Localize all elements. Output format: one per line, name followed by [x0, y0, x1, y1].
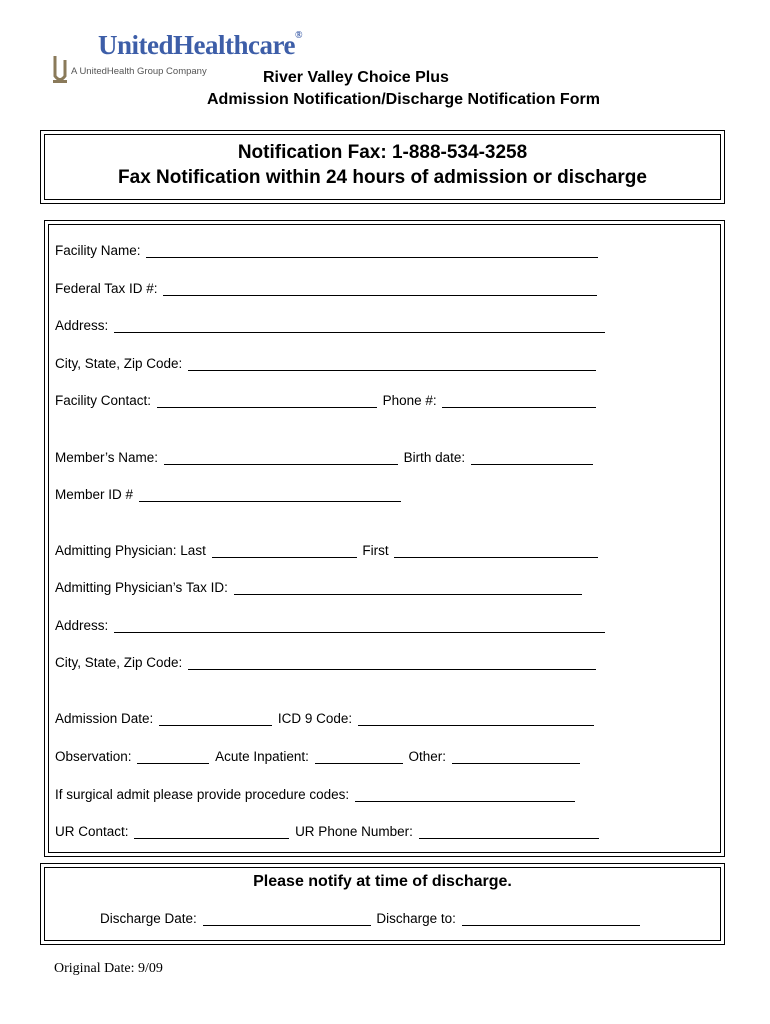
procedure-codes-label: If surgical admit please provide procedure codes: [55, 787, 350, 802]
other-label: Other: [408, 749, 446, 764]
facility-contact-label: Facility Contact: [55, 393, 152, 408]
address-field[interactable] [114, 318, 605, 333]
physician-tax-id-label: Admitting Physician’s Tax ID: [55, 580, 228, 595]
logo-tagline: A UnitedHealth Group Company [71, 66, 207, 77]
acute-inpatient-field[interactable] [315, 749, 403, 764]
physician-address-field[interactable] [114, 618, 605, 633]
physician-address-label: Address: [55, 618, 109, 633]
admitting-physician-row [55, 543, 600, 565]
physician-city-state-zip-row [55, 655, 598, 677]
member-name-label: Member’s Name: [55, 450, 159, 465]
discharge-to-label: Discharge to: [376, 911, 456, 926]
discharge-heading: Please notify at time of discharge. [253, 873, 512, 890]
ur-phone-field[interactable] [419, 824, 599, 839]
city-state-zip-field[interactable] [188, 356, 596, 371]
admission-form-box [44, 220, 725, 857]
address-row [55, 318, 607, 340]
city-state-zip-row [55, 356, 598, 378]
physician-last-label: Admitting Physician: Last [55, 543, 206, 558]
phone-field[interactable] [442, 393, 596, 408]
ur-contact-row [55, 824, 601, 846]
phone-label: Phone #: [382, 393, 437, 408]
member-id-row [55, 487, 403, 509]
federal-tax-id-row [55, 281, 599, 303]
facility-contact-field[interactable] [157, 393, 377, 408]
discharge-row [100, 911, 642, 933]
fax-notice-box [40, 130, 725, 204]
federal-tax-id-label: Federal Tax ID #: [55, 281, 158, 296]
logo-wordmark: UnitedHealthcare® [98, 30, 302, 60]
ur-contact-field[interactable] [134, 824, 289, 839]
observation-field[interactable] [137, 749, 209, 764]
physician-last-field[interactable] [212, 543, 357, 558]
federal-tax-id-field[interactable] [163, 281, 597, 296]
discharge-date-field[interactable] [203, 911, 371, 926]
physician-first-field[interactable] [394, 543, 598, 558]
form-title: Admission Notification/Discharge Notification Form [207, 91, 600, 108]
other-field[interactable] [452, 749, 580, 764]
physician-tax-id-field[interactable] [234, 580, 582, 595]
fax-instructions: Fax Notification within 24 hours of admission or discharge [118, 167, 647, 188]
member-id-field[interactable] [139, 487, 401, 502]
discharge-to-field[interactable] [462, 911, 640, 926]
address-label: Address: [55, 318, 109, 333]
observation-label: Observation: [55, 749, 132, 764]
facility-name-row [55, 243, 600, 265]
ur-phone-label: UR Phone Number: [295, 824, 413, 839]
ur-contact-label: UR Contact: [55, 824, 129, 839]
facility-name-label: Facility Name: [55, 243, 141, 258]
physician-first-label: First [362, 543, 389, 558]
city-state-zip-label: City, State, Zip Code: [55, 356, 183, 371]
discharge-box [40, 863, 725, 945]
physician-address-row [55, 618, 607, 640]
physician-tax-id-row [55, 580, 584, 602]
member-name-row [55, 450, 595, 472]
fax-number: Notification Fax: 1-888-534-3258 [237, 142, 528, 163]
original-date: Original Date: 9/09 [54, 961, 163, 976]
discharge-date-label: Discharge Date: [100, 911, 197, 926]
admission-type-row [55, 749, 582, 771]
plan-title: River Valley Choice Plus [263, 69, 449, 86]
physician-city-state-zip-field[interactable] [188, 655, 596, 670]
admission-date-row [55, 711, 596, 733]
admission-date-label: Admission Date: [55, 711, 154, 726]
facility-contact-row [55, 393, 598, 415]
uhg-mark-icon [53, 54, 67, 84]
acute-inpatient-label: Acute Inpatient: [215, 749, 309, 764]
procedure-codes-row [55, 787, 577, 809]
member-name-field[interactable] [164, 450, 398, 465]
member-id-label: Member ID # [55, 487, 134, 502]
physician-city-state-zip-label: City, State, Zip Code: [55, 655, 183, 670]
facility-name-field[interactable] [146, 243, 598, 258]
icd9-code-label: ICD 9 Code: [277, 711, 353, 726]
admission-date-field[interactable] [159, 711, 272, 726]
icd9-code-field[interactable] [358, 711, 594, 726]
procedure-codes-field[interactable] [355, 787, 575, 802]
unitedhealthcare-logo [50, 30, 302, 90]
birth-date-field[interactable] [471, 450, 593, 465]
birth-date-label: Birth date: [403, 450, 466, 465]
